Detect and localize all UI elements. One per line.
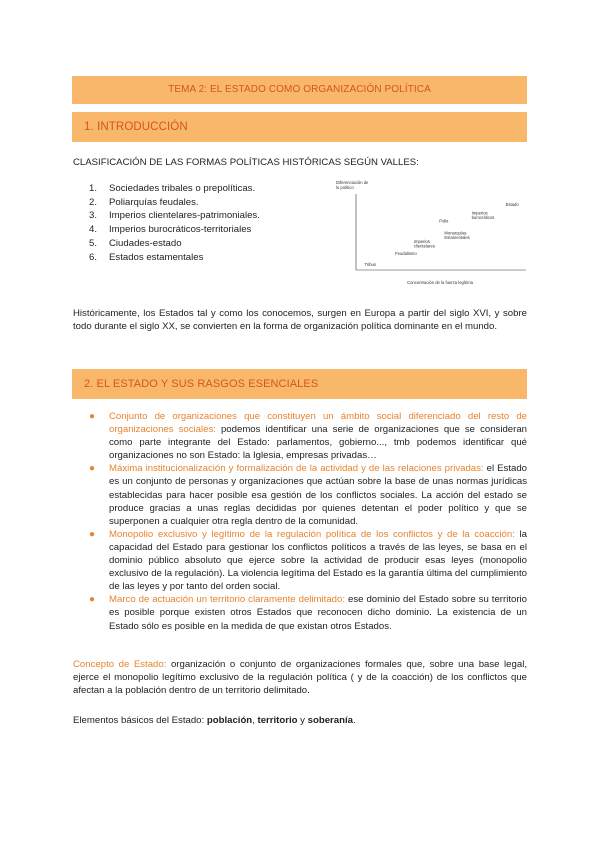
list-number: 1.	[89, 183, 98, 194]
list-item	[89, 410, 527, 462]
list-number: 6.	[89, 251, 98, 263]
historic-paragraph: Históricamente, los Estados tal y como los conocemos, surgen en Europa a partir del siglo XVI, y sobre todo durante el siglo XX, se convierten en la forma de organización política dominante en el mundo.	[73, 308, 527, 332]
bullet-lead: Monopolio exclusivo y legítimo de la regulación política de los conflictos y de la coacción:	[109, 528, 515, 540]
chart-point-label: Imperios burocráticos	[471, 210, 495, 220]
section-heading-label: 2. EL ESTADO Y SUS RASGOS ESENCIALES	[84, 378, 319, 390]
bullet-icon: ●	[89, 528, 96, 540]
x-axis-label: Concentración de la fuerza legítima	[407, 280, 473, 285]
list-item	[89, 528, 527, 593]
bullet-icon: ●	[89, 594, 96, 606]
formas-politicas-list	[89, 182, 260, 264]
bullet-text: la capacidad del Estado para gestionar los conflictos políticos a través de las leyes, se basa en el dominio público absoluto que ejerce sobre la actividad de producir esas leyes (monopolio exclusivo de la regulación). La violencia legítima del Estado es la garantía última del cumplimiento de las leyes y por tanto del orden social.	[109, 528, 527, 593]
list-item	[89, 196, 260, 210]
bullet-icon: ●	[89, 463, 96, 475]
elemento-poblacion: población	[206, 715, 253, 726]
list-item	[89, 209, 260, 223]
list-text: Ciudades-estado	[109, 237, 182, 249]
list-item	[89, 237, 260, 251]
concepto-text: organización o conjunto de organizaciones formales que, sobre una base legal, ejerce el monopolio legítimo exclusivo de la regulación política ( y de la coacción) de los conflictos que afectan a la población dentro de un territorio delimitado.	[73, 659, 527, 696]
bullet-text: ese dominio del Estado sobre su territorio es posible porque existen otros Estados que reconocen dicho dominio. La existencia de un Estado sólo es posible en la medida de que existan otros Estados.	[109, 594, 527, 632]
chart-point-label: Feudalismo	[395, 250, 417, 256]
section-heading-estado	[72, 369, 527, 399]
list-item	[89, 462, 527, 527]
list-text: Poliarquías feudales.	[109, 196, 199, 208]
list-text: Imperios burocráticos-territoriales	[109, 224, 252, 236]
bullet-lead: Conjunto de organizaciones que constituyen un ámbito social diferenciado del resto de organizaciones sociales:	[109, 411, 527, 436]
list-text: Imperios clientelares-patrimoniales.	[109, 210, 260, 222]
list-number: 4.	[89, 224, 98, 236]
elementos-paragraph: Elementos básicos del Estado: población, territorio y soberanía.	[73, 715, 356, 726]
chart-points	[365, 202, 520, 267]
list-item	[89, 223, 260, 237]
elemento-territorio: territorio	[257, 715, 298, 726]
y-axis-label: Diferenciación de lo político	[336, 180, 369, 190]
bullet-text: el Estado es un conjunto de personas y organizaciones que actúan sobre la base de unas normas jurídicas establecidas para hacer posible esa gestión de los conflictos sociales. La acción del estado se produce gracias a unas reglas decididas por quienes detentan el poder político y que se superponen a cualquier otra regla dentro de la comunidad.	[109, 463, 527, 527]
list-item	[89, 182, 260, 196]
list-text: Estados estamentales	[109, 251, 204, 263]
list-text: Sociedades tribales o prepolíticas.	[109, 183, 256, 194]
bullet-lead: Marco de actuación un territorio claramente delimitado:	[109, 594, 346, 606]
chart-point-label: Polis	[439, 218, 449, 224]
chart-point-label: Monarquías Estamentales	[444, 230, 470, 241]
concepto-lead: Concepto de Estado:	[73, 659, 167, 670]
list-number: 2.	[89, 196, 98, 208]
formas-politicas-chart	[330, 178, 530, 290]
chart-point-label: Tribus	[364, 261, 376, 267]
bullet-icon: ●	[89, 411, 96, 422]
list-item	[89, 251, 260, 265]
section-heading-label: 1. INTRODUCCIÓN	[84, 121, 188, 133]
document-title: TEMA 2: EL ESTADO COMO ORGANIZACIÓN POLÍTICA	[168, 84, 431, 95]
chart-point-label: Imperios clientelares	[413, 238, 435, 249]
section-heading-introduccion	[72, 112, 527, 142]
list-number: 3.	[89, 210, 98, 222]
bullet-lead: Máxima institucionalización y formalización de la actividad y de las relaciones privadas:	[109, 463, 484, 475]
clasificacion-heading: CLASIFICACIÓN DE LAS FORMAS POLÍTICAS HISTÓRICAS SEGÚN VALLES:	[73, 157, 419, 168]
rasgos-esenciales-list	[89, 410, 527, 633]
chart-point-label: Estado	[505, 201, 519, 207]
document-title-banner	[72, 76, 527, 104]
list-item	[89, 593, 527, 632]
bullet-text: podemos identificar una serie de organizaciones que se consideran como parte integrante del Estado: parlamentos, gobierno..., tmb podemos identificar qué organizaciones no son Estado: la Iglesia, empresas privadas…	[109, 424, 528, 462]
elementos-prefix: Elementos básicos del Estado:	[73, 715, 207, 726]
list-number: 5.	[89, 237, 98, 249]
elemento-soberania: soberanía	[307, 715, 353, 726]
concepto-estado-paragraph	[73, 658, 527, 697]
